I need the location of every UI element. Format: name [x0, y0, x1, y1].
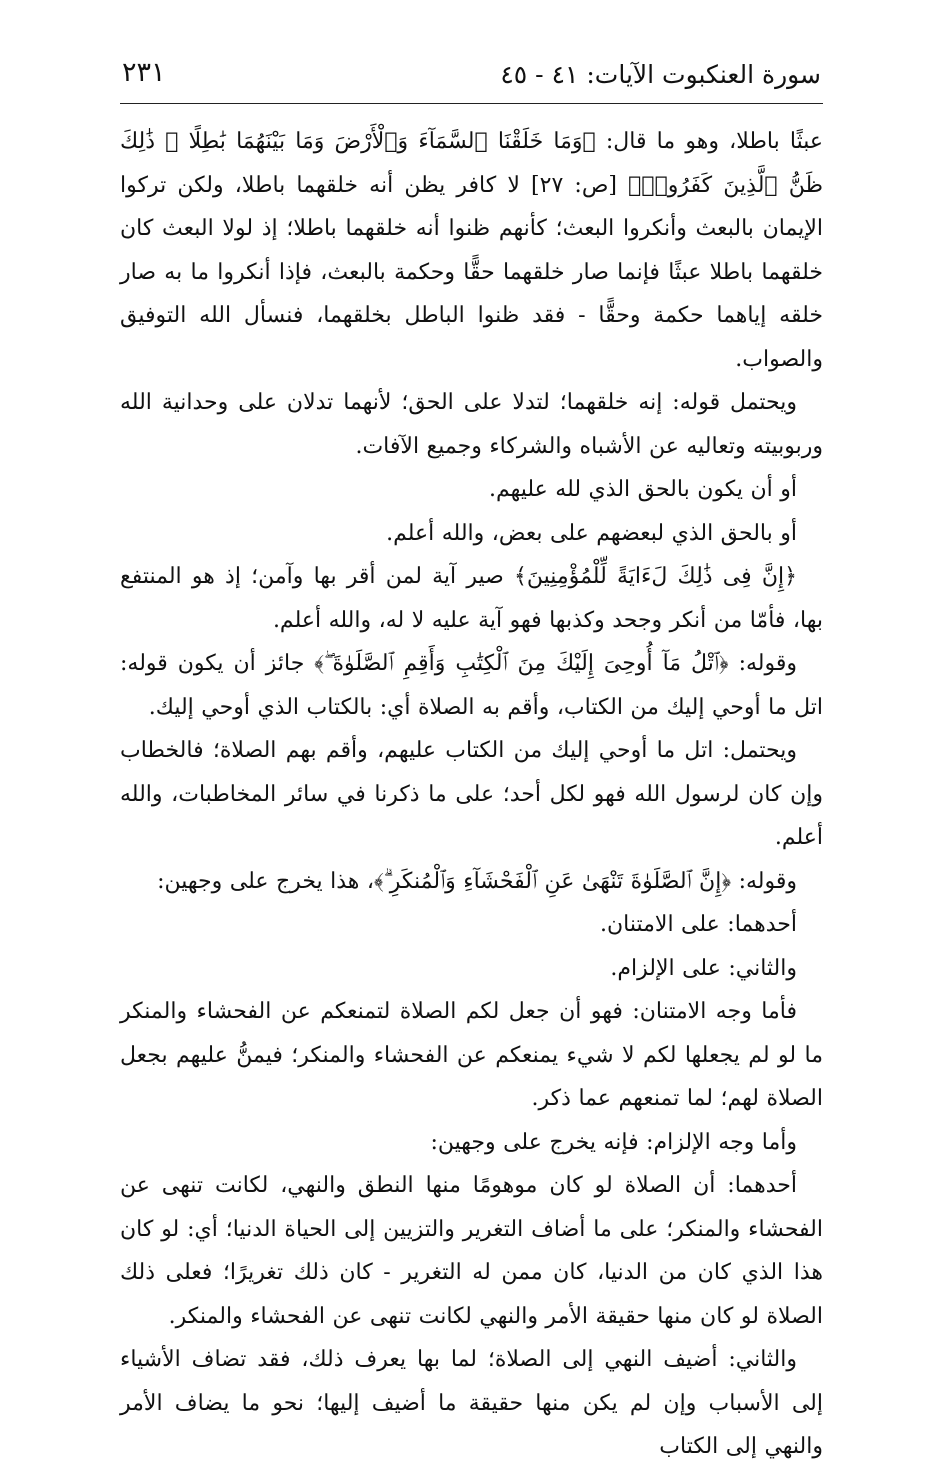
paragraph-2: ويحتمل قوله: إنه خلقهما؛ لتدلا على الحق؛ لأنهما تدلان على وحدانية الله وربوبيته وتعاليه عن الأشباه والشركاء وجميع الآفات. — [120, 390, 823, 459]
header-divider — [120, 103, 823, 104]
running-title: سورة العنكبوت الآيات: ٤١ - ٤٥ — [500, 60, 821, 89]
paragraph-7: ويحتمل: اتل ما أوحي إليك من الكتاب عليهم، وأقم بهم الصلاة؛ فالخطاب وإن كان لرسول الله فهو لكل أحد؛ على ما ذكرنا في سائر المخاطبات، والله أعلم. — [120, 738, 823, 850]
page-body — [120, 120, 823, 1469]
paragraph-11: فأما وجه الامتنان: فهو أن جعل لكم الصلاة لتمنعكم عن الفحشاء والمنكر ما لو لم يجعلها لكم لا شيء يمنعكم عن الفحشاء والمنكر؛ فيمنُّ عليهم بجعل الصلاة لهم؛ لما تمنعهم عما ذكر. — [120, 999, 823, 1111]
page-number: ٢٣١ — [122, 57, 166, 88]
paragraph-5: ﴿إِنَّ فِى ذَٰلِكَ لَءَايَةً لِّلْمُؤْمِنِينَ﴾ صير آية لمن أقر بها وآمن؛ إذ هو المنتفع بها، فأمّا من أنكر وجحد وكذبها فهو آية عليه لا له، والله أعلم. — [120, 564, 823, 633]
paragraph-8: وقوله: ﴿إِنَّ ٱلصَّلَوٰةَ تَنْهَىٰ عَنِ ٱلْفَحْشَآءِ وَٱلْمُنكَرِ ۗ﴾، هذا يخرج على وجهين: — [157, 868, 797, 894]
paragraph-10: والثاني: على الإلزام. — [610, 955, 797, 981]
paragraph-6: وقوله: ﴿ٱتْلُ مَآ أُوحِىَ إِلَيْكَ مِنَ ٱلْكِتَٰبِ وَأَقِمِ ٱلصَّلَوٰةَ ۖ﴾ جائز أن يكون قوله: اتل ما أوحي إليك من الكتاب، وأقم به الصلاة أي: بالكتاب الذي أوحي إليك. — [120, 651, 823, 720]
paragraph-1: عبثًا باطلا، وهو ما قال: ﴿وَمَا خَلَقْنَا ٱلسَّمَآءَ وَٱلْأَرْضَ وَمَا بَيْنَهُمَا بَٰطِلًا ۚ ذَٰلِكَ ظَنُّ ٱلَّذِينَ كَفَرُوا۟﴾ [ص: ٢٧] لا كافر يظن أنه خلقهما باطلا، ولكن تركوا الإيمان بالبعث وأنكروا البعث؛ كأنهم ظنوا أنه خلقهما باطلا؛ إذ لولا البعث كان خلقهما باطلا عبثًا فإنما صار خلقهما حقًّا وحكمة بالبعث، فإذا أنكروا ما به صار خلقه إياهما حكمة وحقًّا - فقد ظنوا الباطل بخلقهما، فنسأل الله التوفيق والصواب. — [120, 129, 823, 372]
paragraph-14: والثاني: أضيف النهي إلى الصلاة؛ لما بها يعرف ذلك، فقد تضاف الأشياء إلى الأسباب وإن لم يكن منها حقيقة ما أضيف إليها؛ نحو ما يضاف الأمر والنهي إلى الكتاب — [120, 1347, 823, 1459]
page-header — [120, 52, 821, 98]
paragraph-12: وأما وجه الإلزام: فإنه يخرج على وجهين: — [430, 1129, 797, 1155]
paragraph-13: أحدهما: أن الصلاة لو كان موهومًا منها النطق والنهي، لكانت تنهى عن الفحشاء والمنكر؛ على ما أضاف التغرير والتزيين إلى الحياة الدنيا؛ أي: لو كان هذا الذي كان من الدنيا، كان ممن له التغرير - كان ذلك تغريرًا؛ فعلى ذلك الصلاة لو كان منها حقيقة الأمر والنهي لكانت تنهى عن الفحشاء والمنكر. — [120, 1173, 823, 1329]
paragraph-3: أو أن يكون بالحق الذي لله عليهم. — [488, 477, 797, 502]
paragraph-9: أحدهما: على الامتنان. — [599, 912, 797, 937]
paragraph-4: أو بالحق الذي لبعضهم على بعض، والله أعلم. — [386, 520, 797, 546]
